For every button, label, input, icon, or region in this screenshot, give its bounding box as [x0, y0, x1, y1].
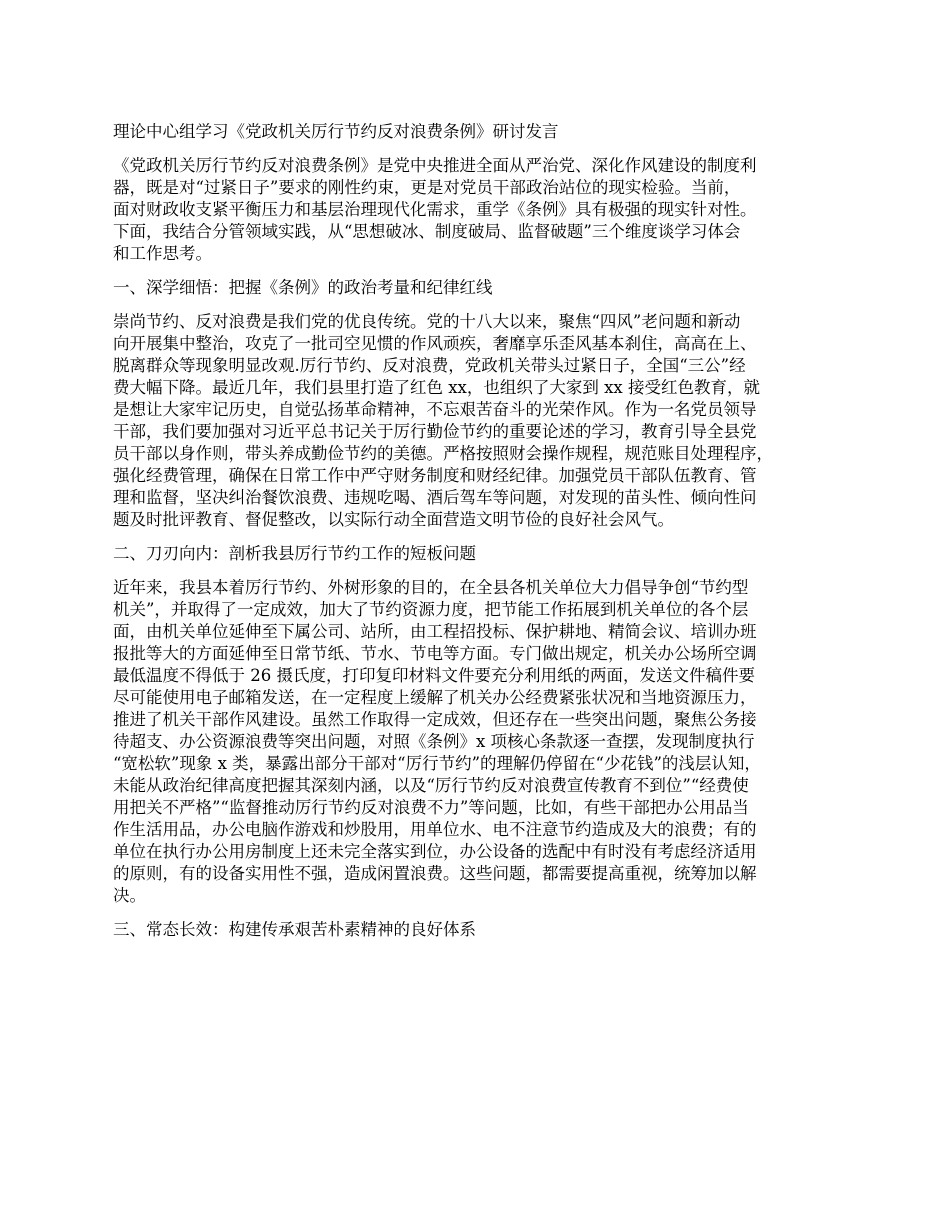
paragraph-line: 是想让大家牢记历史，自觉弘扬革命精神，不忘艰苦奋斗的光荣作风。作为一名党员领导 [113, 400, 757, 419]
paragraph-line: 员干部以身作则，带头养成勤俭节约的美德。严格按照财会操作规程，规范账目处理程序， [113, 444, 773, 463]
paragraph-line: 的原则，有的设备实用性不强，造成闲置浪费。这些问题，都需要提高重视，统筹加以解 [113, 864, 757, 883]
document-page [113, 121, 853, 953]
paragraph-line: 未能从政治纪律高度把握其深刻内涵，以及“厉行节约反对浪费宣传教育不到位”“经费使 [113, 776, 749, 795]
section-3-heading: 三、常态长效：构建传承艰苦朴素精神的良好体系 [113, 920, 476, 939]
paragraph-line: 机关”，并取得了一定成效，加大了节约资源力度，把节能工作拓展到机关单位的各个层 [113, 600, 749, 619]
paragraph-line: 干部，我们要加强对习近平总书记关于厉行勤俭节约的重要论述的学习，教育引导全县党 [113, 422, 757, 441]
paragraph-line: 费大幅下降。最近几年，我们县里打造了红色 xx，也组织了大家到 xx 接受红色教育，就 [113, 378, 760, 397]
paragraph-line: 决。 [113, 886, 146, 905]
intro-paragraph [113, 155, 853, 265]
paragraph-line: 推进了机关干部作风建设。虽然工作取得一定成效，但还存在一些突出问题，聚焦公务接 [113, 710, 757, 729]
paragraph-line: 崇尚节约、反对浪费是我们党的优良传统。党的十八大以来，聚焦“四风”老问题和新动 [113, 312, 741, 331]
section-1-paragraph [113, 311, 853, 531]
paragraph-line: 强化经费管理，确保在日常工作中严守财务制度和财经纪律。加强党员干部队伍教育、管 [113, 466, 757, 485]
paragraph-line: 单位在执行办公用房制度上还未完全落实到位，办公设备的选配中有时没有考虑经济适用 [113, 842, 757, 861]
section-1-heading: 一、深学细悟：把握《条例》的政治考量和纪律红线 [113, 278, 493, 297]
paragraph-line: 作生活用品，办公电脑作游戏和炒股用，用单位水、电不注意节约造成及大的浪费；有的 [113, 820, 757, 839]
section-2-paragraph [113, 577, 853, 907]
section-2-heading: 二、刀刃向内：剖析我县厉行节约工作的短板问题 [113, 544, 476, 563]
paragraph-line: 尽可能使用电子邮箱发送，在一定程度上缓解了机关办公经费紧张状况和当地资源压力， [113, 688, 757, 707]
paragraph-line: 面对财政收支紧平衡压力和基层治理现代化需求，重学《条例》具有极强的现实针对性。 [113, 200, 757, 219]
paragraph-line: 用把关不严格”“监督推动厉行节约反对浪费不力”等问题，比如，有些干部把办公用品当 [113, 798, 749, 817]
paragraph-line: 近年来，我县本着厉行节约、外树形象的目的，在全县各机关单位大力倡导争创“节约型 [113, 578, 749, 597]
paragraph-line: 理和监督，坚决纠治餐饮浪费、违规吃喝、酒后驾车等问题，对发现的苗头性、倾向性问 [113, 488, 757, 507]
paragraph-line: 待超支、办公资源浪费等突出问题，对照《条例》x 项核心条款逐一查摆，发现制度执行 [113, 732, 755, 751]
paragraph-line: “宽松软”现象 x 类，暴露出部分干部对“厉行节约”的理解仍停留在“少花钱”的浅层认知， [113, 754, 761, 773]
paragraph-line: 题及时批评教育、督促整改，以实际行动全面营造文明节俭的良好社会风气。 [113, 510, 674, 529]
document-title: 理论中心组学习《党政机关厉行节约反对浪费条例》研讨发言 [113, 122, 559, 141]
paragraph-line: 脱离群众等现象明显改观.厉行节约、反对浪费，党政机关带头过紧日子，全国“三公”经 [113, 356, 746, 375]
paragraph-line: 和工作思考。 [113, 244, 212, 263]
paragraph-line: 面，由机关单位延伸至下属公司、站所，由工程招投标、保护耕地、精简会议、培训办班 [113, 622, 757, 641]
paragraph-line: 下面，我结合分管领域实践，从“思想破冰、制度破局、监督破题”三个维度谈学习体会 [113, 222, 741, 241]
paragraph-line: 《党政机关厉行节约反对浪费条例》是党中央推进全面从严治党、深化作风建设的制度利 [113, 156, 757, 175]
paragraph-line: 最低温度不得低于 26 摄氏度，打印复印材料文件要充分利用纸的两面，发送文件稿件要 [113, 666, 755, 685]
paragraph-line: 报批等大的方面延伸至日常节纸、节水、节电等方面。专门做出规定，机关办公场所空调 [113, 644, 757, 663]
paragraph-line: 器，既是对“过紧日子”要求的刚性约束，更是对党员干部政治站位的现实检验。当前， [113, 178, 741, 197]
paragraph-line: 向开展集中整治，攻克了一批司空见惯的作风顽疾，奢靡享乐歪风基本刹住，高高在上、 [113, 334, 757, 353]
